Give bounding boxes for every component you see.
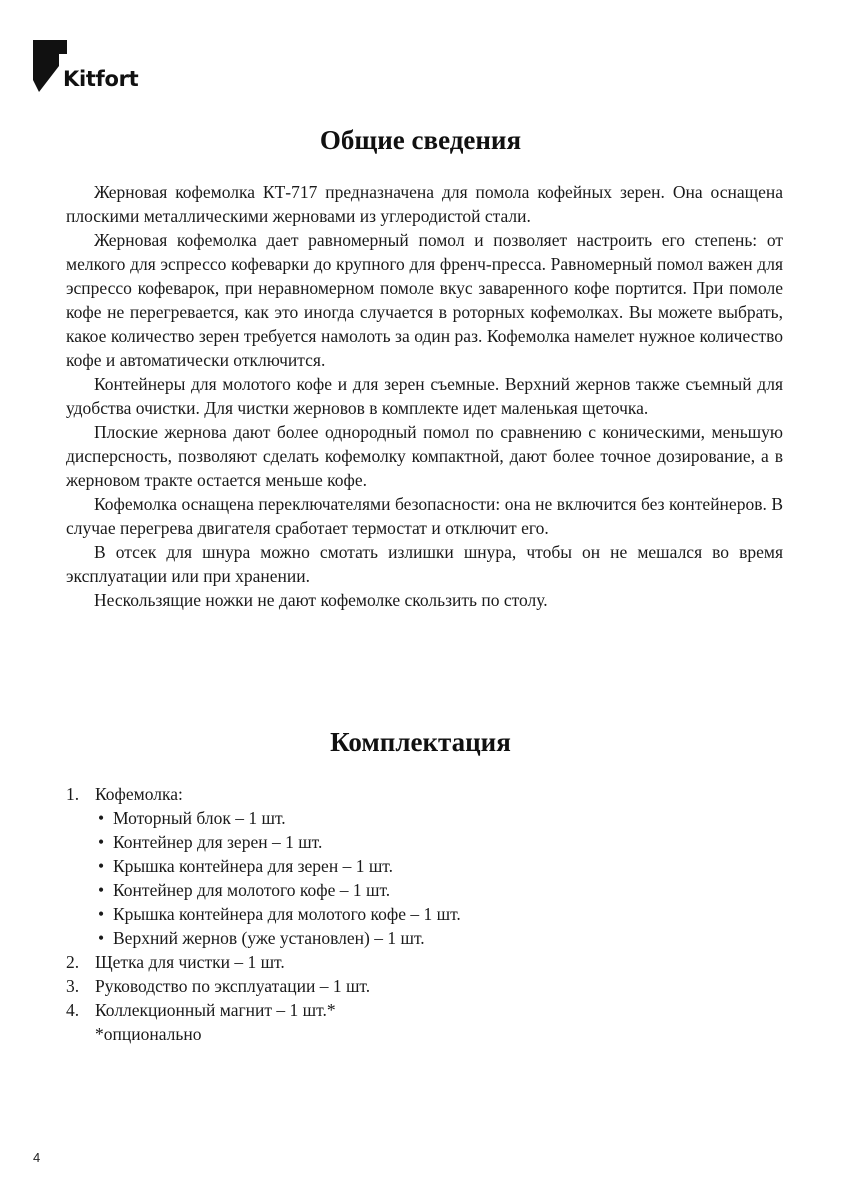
list-subitem: • Крышка контейнера для зерен – 1 шт.	[95, 854, 766, 878]
package-list	[66, 782, 766, 1046]
general-info-text	[66, 180, 783, 612]
list-item	[66, 782, 766, 950]
kitfort-logo	[33, 40, 138, 92]
list-item	[66, 974, 766, 998]
paragraph: Жерновая кофемолка дает равномерный помол и позволяет настроить его степень: от мелкого для эспрессо кофеварки до крупного для френч-пресса. Равномерный помол важен для эспрессо кофеварок, при неравномерном помоле вкус заваренного кофе портится. При помоле кофе не перегревается, как это иногда случается в роторных кофемолках. Вы можете выбрать, какое количество зерен требуется намолоть за один раз. Кофемолка намелет нужное количество кофе и автоматически отключится.	[66, 230, 783, 370]
paragraph: Кофемолка оснащена переключателями безопасности: она не включится без контейнеров. В случае перегрева двигателя сработает термостат и отключит его.	[66, 494, 783, 538]
list-subitem: • Контейнер для зерен – 1 шт.	[95, 830, 766, 854]
list-number: 1.	[66, 784, 80, 804]
section-title-general: Общие сведения	[319, 125, 522, 155]
list-item-label: Коллекционный магнит – 1 шт.*	[95, 1000, 336, 1020]
list-subitem: • Крышка контейнера для молотого кофе – 1 шт.	[95, 902, 766, 926]
list-number: 4.	[66, 1000, 80, 1020]
paragraph: Нескользящие ножки не дают кофемолке скользить по столу.	[94, 590, 548, 610]
paragraph: Контейнеры для молотого кофе и для зерен съемные. Верхний жернов также съемный для удобства очистки. Для чистки жерновов в комплекте идет маленькая щеточка.	[66, 374, 783, 418]
paragraph: Плоские жернова дают более однородный помол по сравнению с коническими, меньшую дисперсность, позволяют сделать кофемолку компактной, дают более точное дозирование, а в жерновом тракте остается меньше кофе.	[66, 422, 783, 490]
page-number: 4	[33, 1150, 41, 1165]
paragraph: Жерновая кофемолка КТ-717 предназначена для помола кофейных зерен. Она оснащена плоскими металлическими жерновами из углеродистой стали.	[66, 182, 783, 226]
list-item-label: Щетка для чистки – 1 шт.	[95, 952, 285, 972]
list-subitem: • Верхний жернов (уже установлен) – 1 шт.	[95, 926, 766, 950]
list-subitem: • Моторный блок – 1 шт.	[95, 806, 766, 830]
list-item-label: Руководство по эксплуатации – 1 шт.	[95, 976, 371, 996]
kitfort-logo-mark-icon	[33, 40, 67, 92]
section-title-package: Комплектация	[330, 727, 511, 757]
list-item-label: Кофемолка:	[95, 784, 183, 804]
optional-note: *опционально	[95, 1024, 202, 1044]
brand-name: Kitfort	[63, 67, 139, 91]
list-number: 3.	[66, 976, 80, 996]
paragraph: В отсек для шнура можно смотать излишки шнура, чтобы он не мешался во время эксплуатации или при хранении.	[66, 542, 783, 586]
list-item	[66, 950, 766, 974]
list-number: 2.	[66, 952, 80, 972]
list-item	[66, 998, 766, 1022]
list-subitem: • Контейнер для молотого кофе – 1 шт.	[95, 878, 766, 902]
